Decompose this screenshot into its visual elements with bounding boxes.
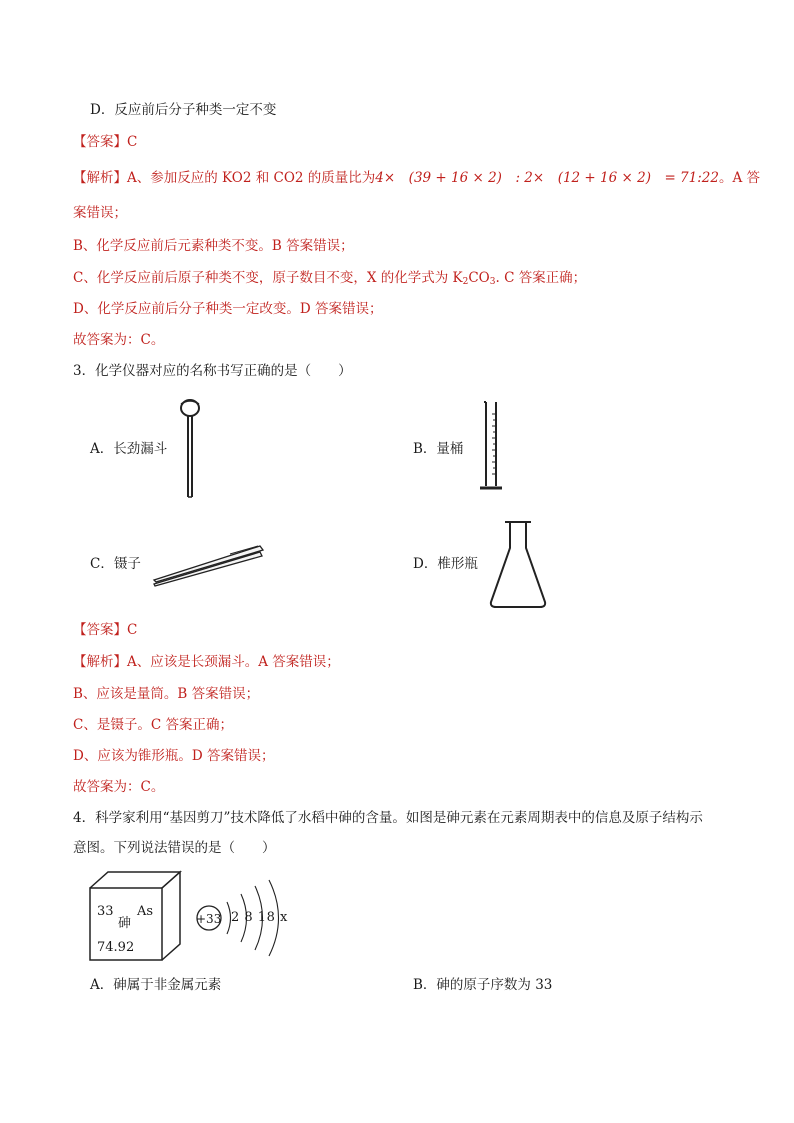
tweezers-image (150, 542, 266, 588)
q2-option-d: D．反应前后分子种类一定不变 (90, 102, 277, 118)
atom-nucleus: +33 (196, 912, 222, 926)
q4-option-a: A．砷属于非金属元素 (90, 977, 222, 993)
q3-analysis-c: C、是镊子。C 答案正确； (73, 717, 233, 733)
analysis-a-formula: 4× (39 + 16 × 2) : 2× (12 + 16 × 2) = 71:22 (375, 170, 719, 186)
q4-stem-line1: 4．科学家利用“基因剪刀”技术降低了水稻中砷的含量。如图是砷元素在元素周期表中的信息及原子结构示 (73, 810, 703, 826)
q3-analysis-d: D、应该为锥形瓶。D 答案错误； (73, 748, 275, 764)
analysis-a-text: A、参加反应的 KO2 和 CO2 的质量比为 (127, 170, 376, 186)
element-symbol: As (137, 904, 154, 919)
answer-tag: 【答案】 (73, 134, 127, 150)
analysis-c-sub1: 2 (462, 277, 469, 287)
graduated-cylinder-image (478, 400, 504, 492)
q2-answer (73, 132, 137, 152)
q2-analysis-a (73, 168, 760, 188)
q3-option-a: A．长劲漏斗 (90, 441, 168, 457)
q3-option-b: B．量桶 (413, 441, 464, 457)
funnel-image (175, 398, 205, 500)
q4-option-b: B．砷的原子序数为 33 (413, 977, 553, 993)
q3-stem: 3．化学仪器对应的名称书写正确的是（ ） (73, 363, 352, 379)
q3-option-c: C．镊子 (90, 556, 141, 572)
answer-value: C (127, 622, 138, 638)
q2-analysis-a-wrap: 案错误； (73, 205, 127, 221)
analysis-tag: 【解析】 (73, 170, 127, 186)
element-name: 砷 (118, 916, 132, 931)
q2-analysis-b: B、化学反应前后元素种类不变。B 答案错误； (73, 238, 354, 254)
analysis-c-sub2: 3 (489, 277, 496, 287)
analysis-c-pre: C、化学反应前后原子种类不变，原子数目不变，X 的化学式为 K (73, 270, 463, 286)
analysis-tag: 【解析】 (73, 654, 127, 670)
atom-shells: 2 8 18 x (231, 910, 288, 925)
q3-option-d: D．椎形瓶 (413, 556, 478, 572)
q3-answer (73, 620, 137, 640)
answer-value: C (127, 134, 138, 150)
analysis-a-text: A、应该是长颈漏斗。A 答案错误； (127, 654, 340, 670)
conical-flask-image (488, 518, 548, 610)
element-number: 33 (97, 904, 114, 919)
analysis-c-mid: CO (468, 270, 490, 286)
q3-analysis-b: B、应该是量筒。B 答案错误； (73, 686, 260, 702)
q2-conclusion: 故答案为：C。 (73, 332, 165, 348)
q2-analysis-d: D、化学反应前后分子种类一定改变。D 答案错误； (73, 301, 383, 317)
element-mass: 74.92 (97, 940, 135, 955)
analysis-a-tail: 。A 答 (718, 170, 761, 186)
q4-stem-line2: 意图。下列说法错误的是（ ） (73, 840, 276, 856)
q3-analysis-a (73, 652, 340, 672)
q2-analysis-c (73, 268, 586, 292)
q3-conclusion: 故答案为：C。 (73, 779, 165, 795)
answer-tag: 【答案】 (73, 622, 127, 638)
analysis-c-post: . C 答案正确； (495, 270, 587, 286)
